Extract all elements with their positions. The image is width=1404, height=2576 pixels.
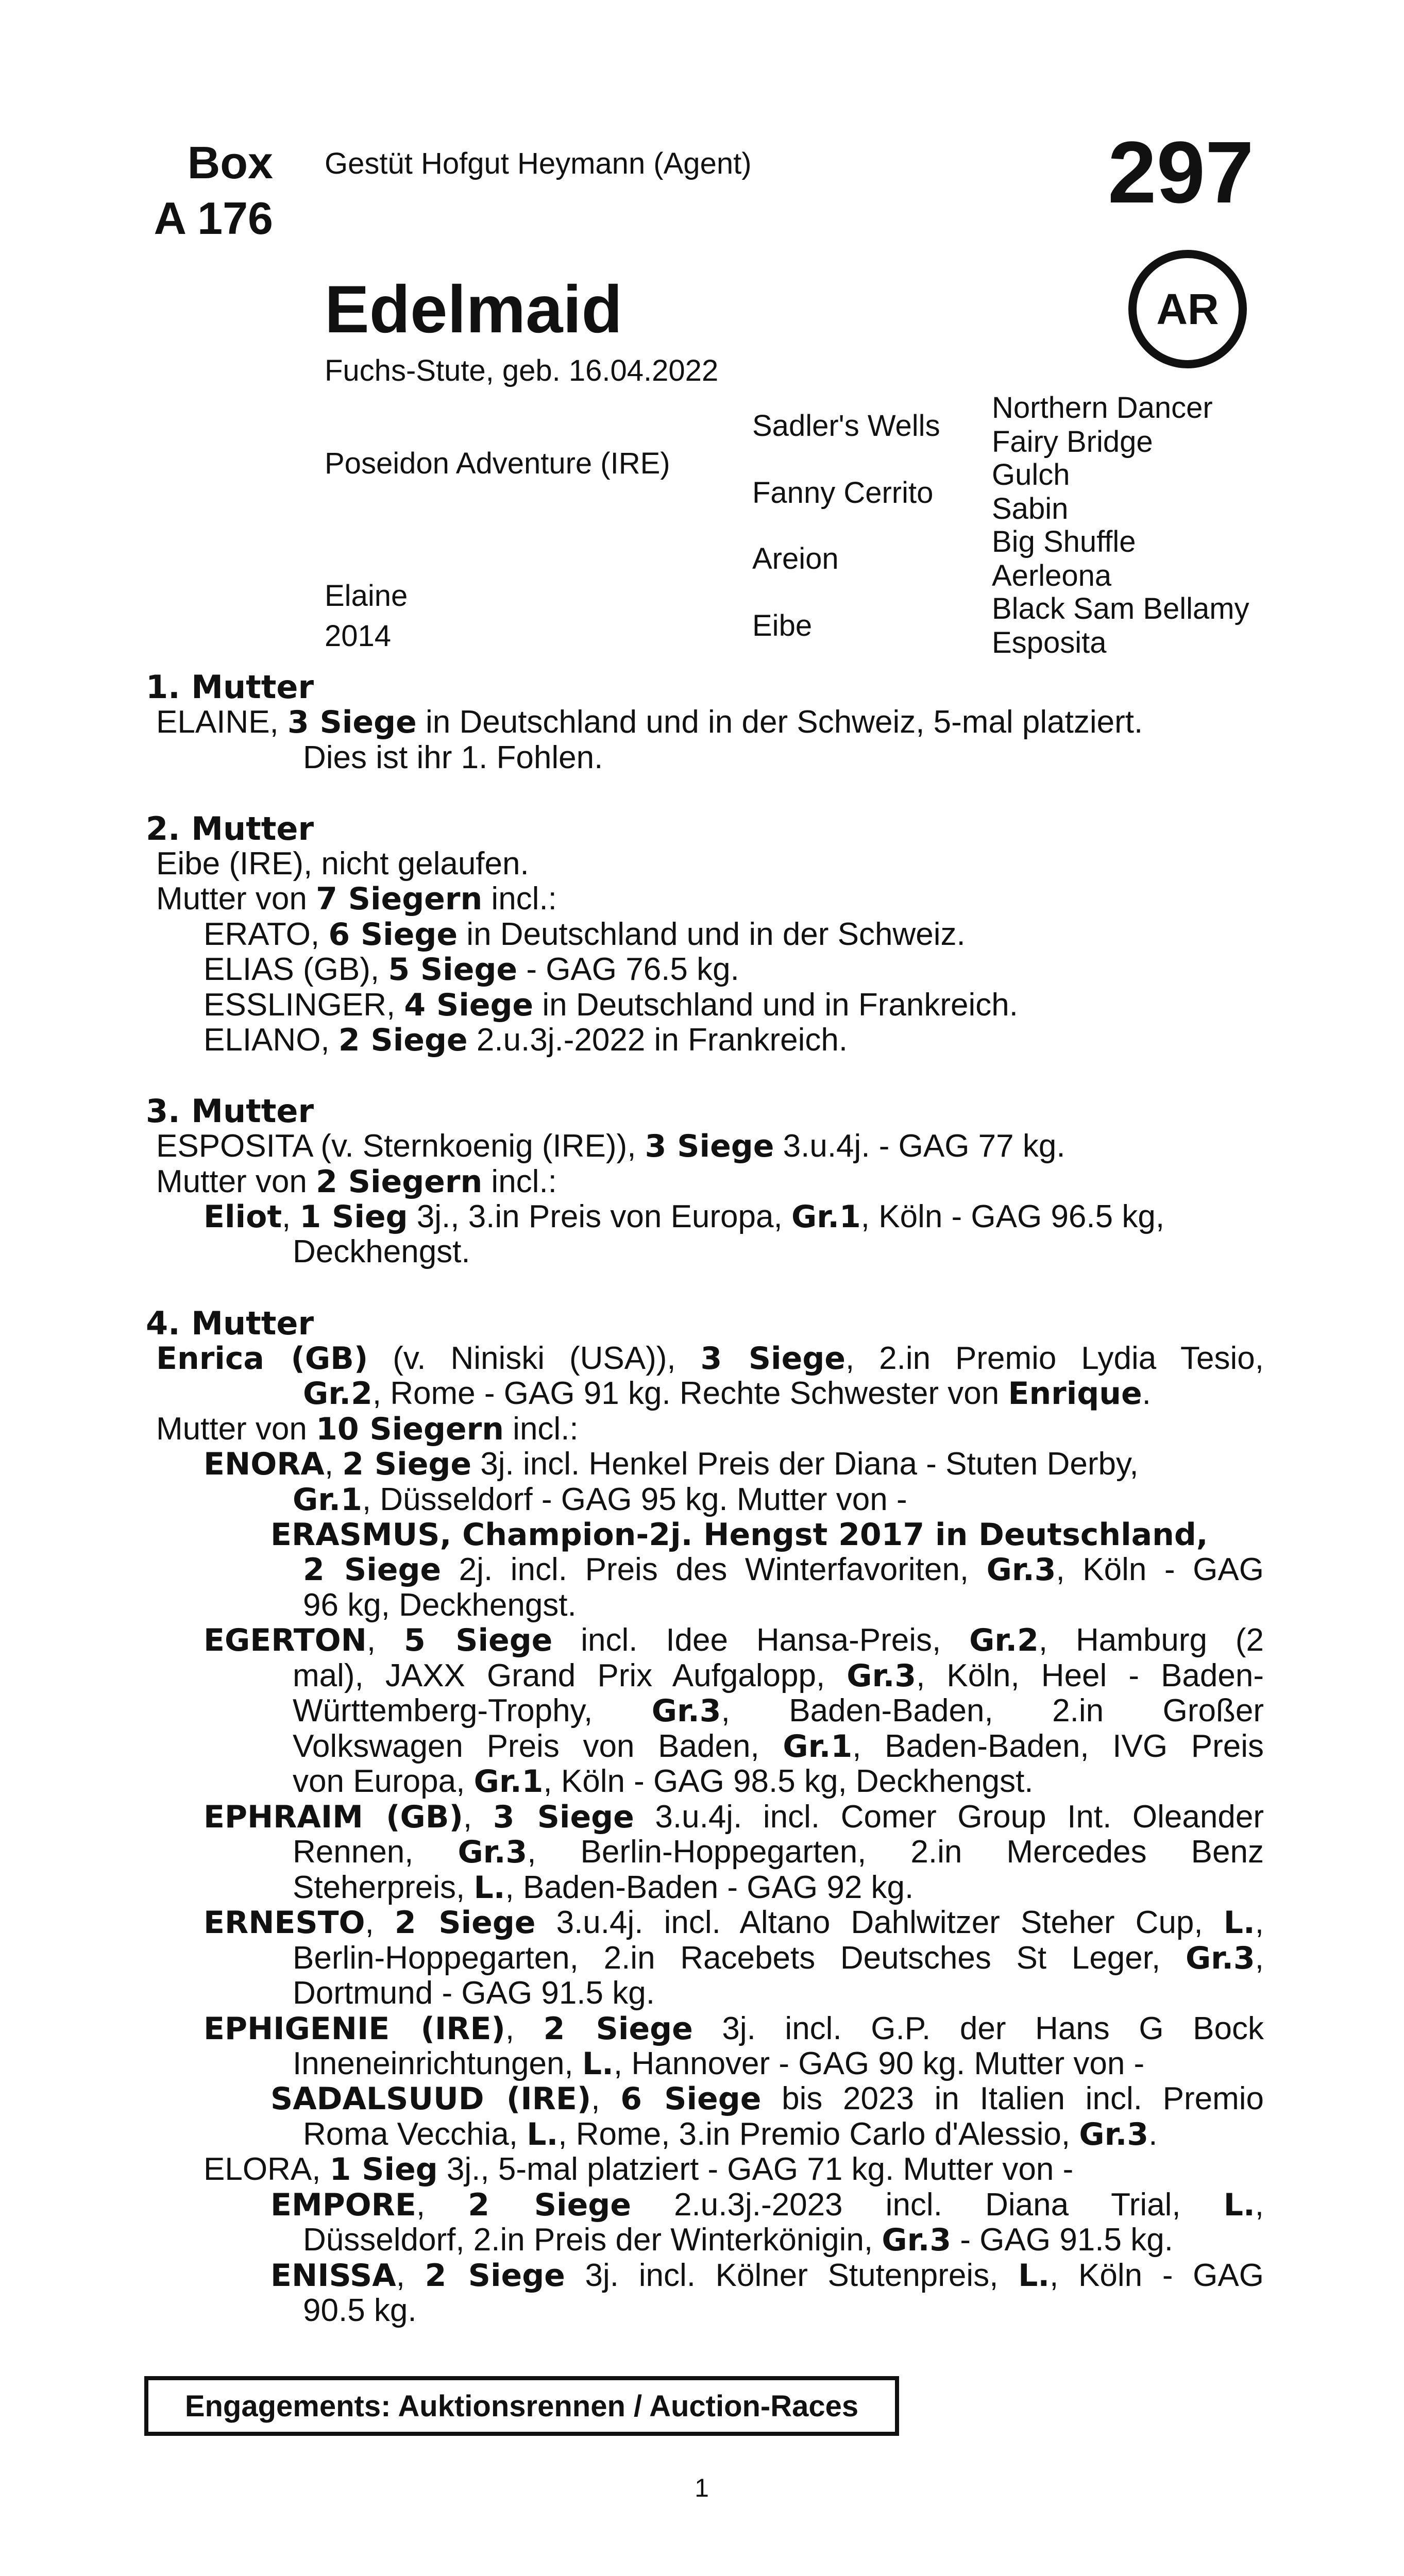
box-number: A 176 xyxy=(154,193,273,244)
pedigree-gen3: Big Shuffle xyxy=(992,525,1136,558)
horse-description: Fuchs-Stute, geb. 16.04.2022 xyxy=(325,354,719,387)
engagements-box: Engagements: Auktionsrennen / Auction-Races xyxy=(144,2376,899,2436)
second-dam-line: Mutter von 7 Siegern incl.: xyxy=(156,881,557,917)
offspring-elias: ELIAS (GB), 5 Siege - GAG 76.5 kg. xyxy=(204,952,739,988)
first-dam-line: ELAINE, 3 Siege in Deutschland und in der Schweiz, 5-mal platziert. xyxy=(156,704,1143,740)
ar-badge: AR xyxy=(1128,250,1247,368)
offspring-eliano: ELIANO, 2 Siege 2.u.3j.-2022 in Frankreich. xyxy=(204,1022,848,1058)
pedigree-gen3: Northern Dancer xyxy=(992,391,1213,425)
section-title-3rd-dam: 3. Mutter xyxy=(146,1092,314,1130)
section-title-4th-dam: 4. Mutter xyxy=(146,1304,314,1342)
offspring-esslinger: ESSLINGER, 4 Siege in Deutschland und in Frankreich. xyxy=(204,987,1018,1023)
pedigree-gen3: Black Sam Bellamy xyxy=(992,592,1249,625)
offspring-egerton: EGERTON, 5 Siege incl. Idee Hansa-Preis, Gr.2, Hamburg (2 xyxy=(204,1622,1264,1658)
pedigree-gen3: Sabin xyxy=(992,492,1069,526)
offspring-erasmus: 96 kg, Deckhengst. xyxy=(303,1587,577,1623)
second-dam-line: Eibe (IRE), nicht gelaufen. xyxy=(156,846,529,882)
fourth-dam-line: Gr.2, Rome - GAG 91 kg. Rechte Schwester von Enrique. xyxy=(303,1376,1151,1412)
offspring-ephraim: Rennen, Gr.3, Berlin-Hoppegarten, 2.in Mercedes Benz xyxy=(293,1834,1264,1870)
pedigree-gen3: Fairy Bridge xyxy=(992,425,1153,459)
consignor: Gestüt Hofgut Heymann (Agent) xyxy=(325,147,752,180)
offspring-ephraim: EPHRAIM (GB), 3 Siege 3.u.4j. incl. Comer Group Int. Oleander xyxy=(204,1799,1264,1835)
offspring-sadalsuud: SADALSUUD (IRE), 6 Siege bis 2023 in Italien incl. Premio xyxy=(270,2081,1264,2117)
offspring-ephraim: Steherpreis, L., Baden-Baden - GAG 92 kg. xyxy=(293,1870,914,1906)
pedigree-dam-sire: Areion xyxy=(752,542,839,575)
horse-name: Edelmaid xyxy=(325,272,622,347)
offspring-empore: Düsseldorf, 2.in Preis der Winterkönigin, Gr.3 - GAG 91.5 kg. xyxy=(303,2222,1173,2258)
pedigree-sire-dam: Fanny Cerrito xyxy=(752,476,934,510)
offspring-ernesto: ERNESTO, 2 Siege 3.u.4j. incl. Altano Dahlwitzer Steher Cup, L., xyxy=(204,1905,1264,1941)
offspring-erasmus: ERASMUS, Champion-2j. Hengst 2017 in Deutschland, xyxy=(270,1517,1208,1553)
first-dam-line: Dies ist ihr 1. Fohlen. xyxy=(303,740,603,775)
offspring-enora: ENORA, 2 Siege 3j. incl. Henkel Preis der Diana - Stuten Derby, xyxy=(204,1446,1139,1482)
pedigree-gen3: Esposita xyxy=(992,626,1107,659)
fourth-dam-line: Enrica (GB) (v. Niniski (USA)), 3 Siege, 2.in Premio Lydia Tesio, xyxy=(156,1341,1264,1377)
offspring-ernesto: Dortmund - GAG 91.5 kg. xyxy=(293,1975,655,2011)
fourth-dam-line: Mutter von 10 Siegern incl.: xyxy=(156,1411,579,1447)
pedigree-dam: Elaine xyxy=(325,579,408,613)
pedigree-sire-sire: Sadler's Wells xyxy=(752,409,940,443)
offspring-ephigenie: Inneneinrichtungen, L., Hannover - GAG 90 kg. Mutter von - xyxy=(293,2046,1145,2082)
pedigree-dam-dam: Eibe xyxy=(752,609,813,642)
offspring-egerton: Württemberg-Trophy, Gr.3, Baden-Baden, 2.in Großer xyxy=(293,1693,1264,1729)
offspring-sadalsuud: Roma Vecchia, L., Rome, 3.in Premio Carlo d'Alessio, Gr.3. xyxy=(303,2116,1158,2153)
offspring-ephigenie: EPHIGENIE (IRE), 2 Siege 3j. incl. G.P. der Hans G Bock xyxy=(204,2011,1264,2047)
offspring-egerton: mal), JAXX Grand Prix Aufgalopp, Gr.3, Köln, Heel - Baden- xyxy=(293,1658,1264,1694)
offspring-egerton: von Europa, Gr.1, Köln - GAG 98.5 kg, Deckhengst. xyxy=(293,1764,1034,1800)
lot-number: 297 xyxy=(1108,124,1254,222)
offspring-eliot: Eliot, 1 Sieg 3j., 3.in Preis von Europa, Gr.1, Köln - GAG 96.5 kg, xyxy=(204,1199,1165,1235)
offspring-empore: EMPORE, 2 Siege 2.u.3j.-2023 incl. Diana Trial, L., xyxy=(270,2187,1264,2223)
section-title-1st-dam: 1. Mutter xyxy=(146,668,314,706)
page-number: 1 xyxy=(695,2473,709,2502)
offspring-enissa: 90.5 kg. xyxy=(303,2293,417,2328)
offspring-enissa: ENISSA, 2 Siege 3j. incl. Kölner Stutenpreis, L., Köln - GAG xyxy=(270,2258,1264,2294)
pedigree-gen3: Gulch xyxy=(992,458,1070,492)
third-dam-line: Mutter von 2 Siegern incl.: xyxy=(156,1164,557,1200)
offspring-egerton: Volkswagen Preis von Baden, Gr.1, Baden-Baden, IVG Preis xyxy=(293,1728,1264,1765)
pedigree-sire: Poseidon Adventure (IRE) xyxy=(325,447,670,480)
offspring-elora: ELORA, 1 Sieg 3j., 5-mal platziert - GAG 71 kg. Mutter von - xyxy=(204,2151,1074,2188)
pedigree-gen3: Aerleona xyxy=(992,559,1112,592)
offspring-ernesto: Berlin-Hoppegarten, 2.in Racebets Deutsches St Leger, Gr.3, xyxy=(293,1940,1264,1976)
offspring-enora: Gr.1, Düsseldorf - GAG 95 kg. Mutter von - xyxy=(293,1482,907,1518)
offspring-erato: ERATO, 6 Siege in Deutschland und in der Schweiz. xyxy=(204,917,966,953)
offspring-eliot: Deckhengst. xyxy=(293,1234,470,1269)
offspring-erasmus: 2 Siege 2j. incl. Preis des Winterfavoriten, Gr.3, Köln - GAG xyxy=(303,1552,1264,1588)
box-label: Box xyxy=(187,137,273,188)
section-title-2nd-dam: 2. Mutter xyxy=(146,810,314,848)
third-dam-line: ESPOSITA (v. Sternkoenig (IRE)), 3 Siege 3.u.4j. - GAG 77 kg. xyxy=(156,1128,1065,1164)
pedigree-dam-year: 2014 xyxy=(325,619,392,653)
